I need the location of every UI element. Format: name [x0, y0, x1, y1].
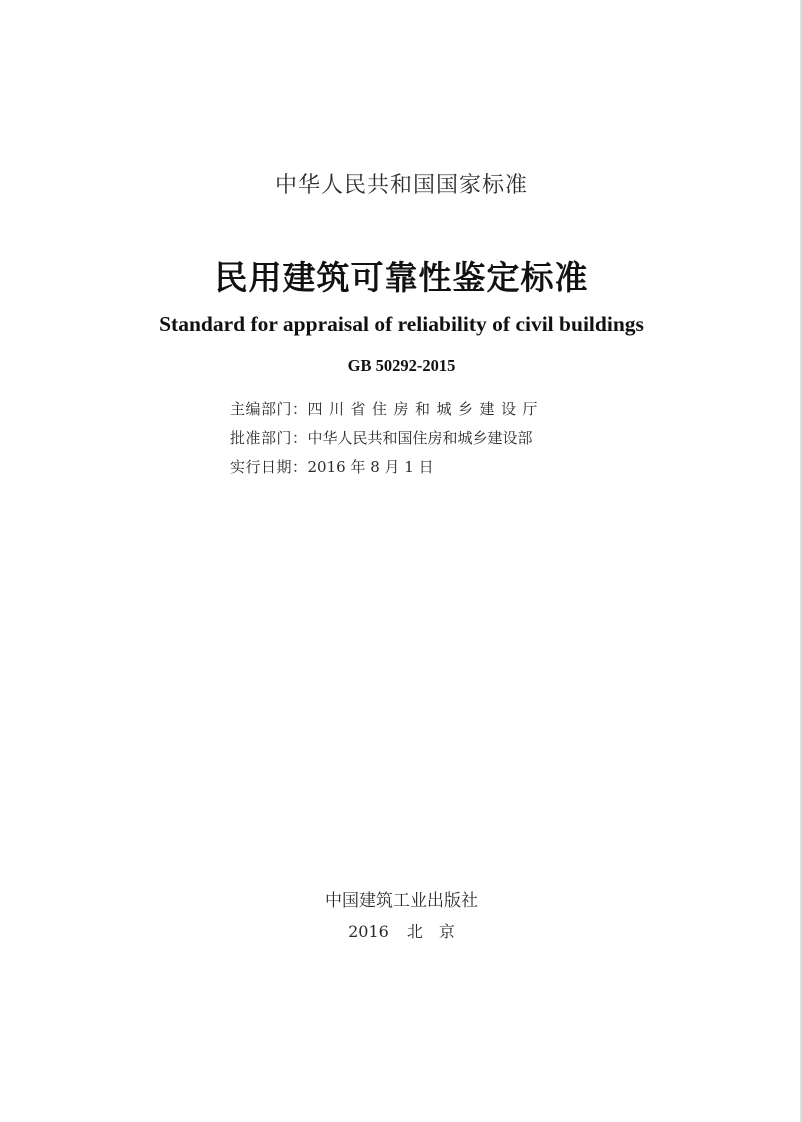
approver-row — [230, 427, 544, 456]
approver-label: 批准部门： — [230, 429, 308, 447]
effective-date-row — [230, 456, 544, 485]
publication-year-city — [0, 919, 803, 942]
editor-row — [230, 398, 544, 427]
editor-label: 主编部门： — [230, 400, 308, 418]
effective-date-value: 2016 年 8 月 1 日 — [307, 458, 434, 476]
publication-city: 北 京 — [406, 922, 455, 941]
editor-value: 四川省住房和城乡建设厅 — [307, 400, 545, 418]
document-info-block — [230, 398, 544, 485]
document-title-english: Standard for appraisal of reliability of civil buildings — [159, 312, 644, 336]
standard-code: GB 50292-2015 — [347, 356, 456, 375]
publication-year: 2016 — [348, 922, 389, 941]
effective-date-label: 实行日期： — [230, 458, 308, 476]
standard-series-heading: 中华人民共和国国家标准 — [274, 173, 528, 198]
approver-value: 中华人民共和国住房和城乡建设部 — [307, 429, 533, 447]
publisher-name: 中国建筑工业出版社 — [325, 891, 478, 911]
document-title-chinese: 民用建筑可靠性鉴定标准 — [214, 258, 589, 297]
